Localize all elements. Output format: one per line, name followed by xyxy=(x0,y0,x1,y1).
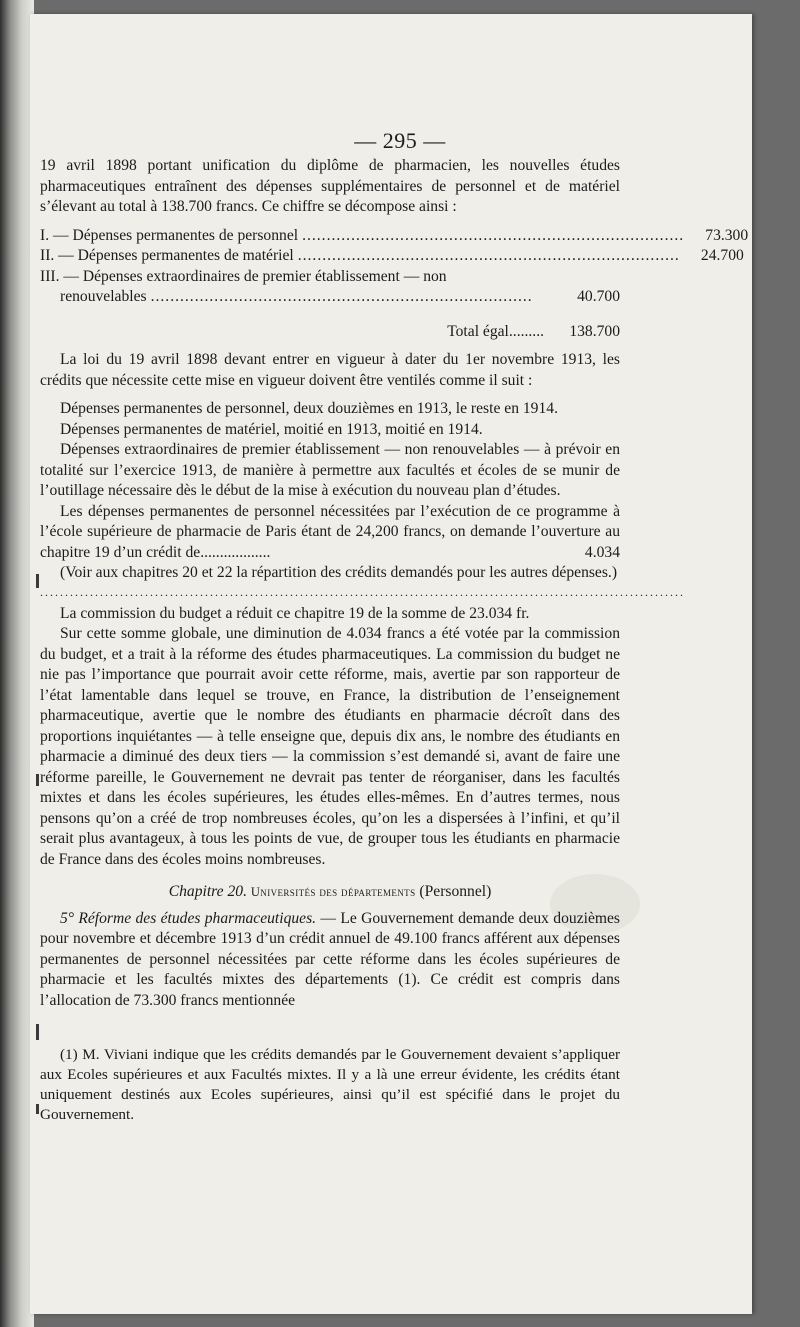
credit-value: 4.034 xyxy=(584,543,620,561)
footnote-gap xyxy=(40,1011,620,1045)
book-left-edge xyxy=(0,0,34,1327)
reform-paragraph xyxy=(40,909,620,1012)
chapter-suffix: (Personnel) xyxy=(419,883,492,900)
budget-item xyxy=(40,267,620,308)
page-body xyxy=(40,156,749,1125)
binding-mark xyxy=(36,1104,39,1114)
paragraph: (Voir aux chapitres 20 et 22 la répartition des crédits demandés pour les autres dépenses.) xyxy=(60,564,618,581)
page-number: — 295 — xyxy=(354,128,446,153)
budget-item-label: renouvelables xyxy=(60,288,147,305)
budget-item-value: 40.700 xyxy=(577,288,620,305)
budget-item xyxy=(40,226,749,247)
intro-paragraph: 19 avril 1898 portant unification du diplôme de pharmacien, les nouvelles études pharmaceutiques entraînent des dépenses supplémentaires de personnel et de matériel s’élevant au total à 138.700 francs. Ce chiffre se décompose ainsi : xyxy=(40,157,620,215)
budget-item-label-line1: III. — Dépenses extraordinaires de premier établissement — non xyxy=(40,267,447,285)
budget-item xyxy=(40,246,744,267)
footnote: (1) M. Viviani indique que les crédits demandés par le Gouvernement devaient s’appliquer aux Ecoles supérieures et aux Facultés mixtes. Il y a là une erreur évidente, les crédits étant uniquement destinés aux Ecoles supérieures, ainsi qu’il est spécifié dans le projet du Gouvernement. xyxy=(40,1046,620,1123)
chapter-prefix: Chapitre 20. xyxy=(168,883,247,900)
section-separator: ................................................................................................................................. xyxy=(40,584,685,599)
budget-breakdown xyxy=(40,226,749,343)
credit-paragraph xyxy=(40,502,620,564)
paragraph: Dépenses permanentes de matériel, moitié en 1913, moitié en 1914. xyxy=(60,420,483,438)
credit-text: Les dépenses permanentes de personnel nécessitées par l’exécution de ce programme à l’école supérieure de pharmacie de Paris étant de 24,200 francs, on demande l’ouverture au chapitre 19 d’un crédit de xyxy=(40,502,620,561)
leader-dots: .............................................................................. xyxy=(150,288,533,305)
paragraph: Dépenses permanentes de personnel, deux douzièmes en 1913, le reste en 1914. xyxy=(60,400,558,417)
binding-mark xyxy=(36,574,39,588)
total-row xyxy=(40,322,620,343)
leader-dots: .............................................................................. xyxy=(297,247,680,264)
reform-text: — Le Gouvernement demande deux douzièmes pour novembre et décembre 1913 d’un crédit annuel de 49.100 francs afférent aux dépenses permanentes de personnel nécessitées par cette réforme dans les écoles supérieures de pharmacie et les facultés mixtes des départements (1). Ce crédit est compris dans l’allocation de 73.300 francs mentionnée xyxy=(40,909,620,1009)
budget-item-label: I. — Dépenses permanentes de personnel xyxy=(40,226,299,244)
paragraph: La loi du 19 avril 1898 devant entrer en vigueur à dater du 1er novembre 1913, les crédits que nécessite cette mise en vigueur doivent être ventilés comme il suit : xyxy=(40,351,620,389)
leader-dots: .............................................................................. xyxy=(302,226,685,244)
total-label: Total égal xyxy=(447,322,509,340)
reform-title: 5° Réforme des études pharmaceutiques. xyxy=(60,909,317,927)
paragraph: La commission du budget a réduit ce chapitre 19 de la somme de 23.034 fr. xyxy=(60,604,530,622)
total-value: 138.700 xyxy=(569,322,620,340)
leader-dots: .................. xyxy=(200,543,271,561)
binding-mark xyxy=(36,1024,39,1040)
paragraph: Sur cette somme globale, une diminution de 4.034 francs a été votée par la commission du budget, et a trait à la réforme des études pharmaceutiques. La commission du budget ne nie pas l’importance que pourrait avoir cette réforme, mais, avertie par son rapporteur de l’état lamentable dans lequel se trouve, en France, la distribution de l’enseignement pharmaceutique, avertie que le nombre des étudiants en pharmacie décroît dans des proportions inquiétantes — à telle enseigne que, depuis dix ans, le nombre des étudiants en pharmacie a diminué des deux tiers — la commission s’est demandé si, avant de faire une réforme pareille, le Gouvernement ne devrait pas tenter de réorganiser, dans les facultés mixtes et dans les écoles supérieures, les études elles-mêmes. En d’autres termes, nous pensons qu’on a créé de trop nombreuses écoles, qu’on les a dispersées à l’infini, et qu’il serait plus avantageux, à tous les points de vue, de grouper tous les étudiants en pharmacie de France dans des écoles moins nombreuses. xyxy=(40,625,620,868)
chapter-title: Universités des départements xyxy=(250,885,416,899)
budget-item-label: II. — Dépenses permanentes de matériel xyxy=(40,247,294,264)
binding-mark xyxy=(36,774,39,786)
chapter-heading xyxy=(40,882,620,903)
budget-item-value: 73.300 xyxy=(705,226,749,244)
budget-item-value: 24.700 xyxy=(700,247,744,264)
paragraph: Dépenses extraordinaires de premier établissement — non renouvelables — à prévoir en totalité sur l’exercice 1913, de manière à permettre aux facultés et écoles de se munir de l’outillage nécessaire dès le début de la mise à exécution du nouveau plan d’études. xyxy=(40,441,620,499)
leader-dots: ......... xyxy=(508,322,544,340)
